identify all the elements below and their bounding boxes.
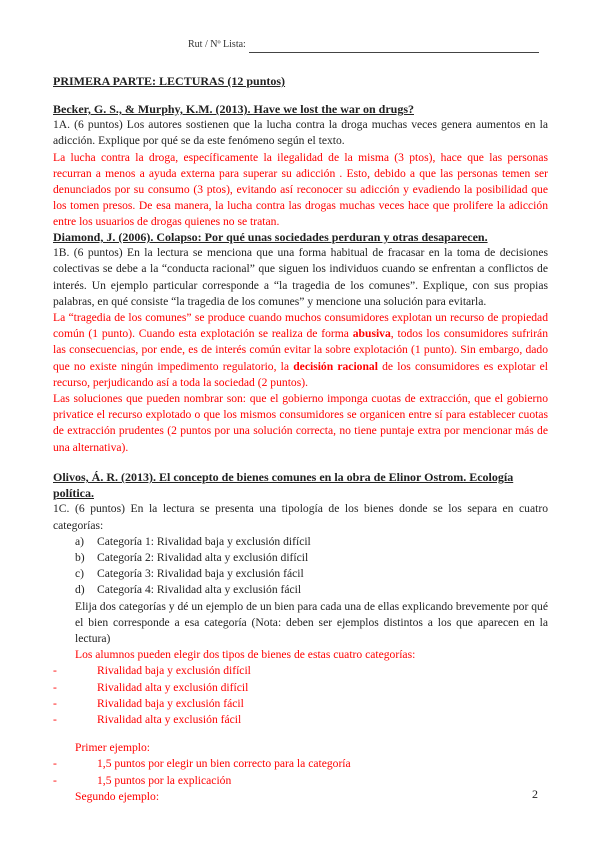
- instruction-1c: Elija dos categorías y dé un ejemplo de un bien para cada una de ellas explicando brevemente por qué el bien corresponde a esa categoría (Nota: deben ser ejemplos distintos a los que aparecen en la lectura): [75, 599, 548, 646]
- second-example-label: Segundo ejemplo:: [75, 789, 160, 803]
- dash: -: [53, 696, 57, 710]
- answer-1c-intro: Los alumnos pueden elegir dos tipos de bienes de estas cuatro categorías:: [75, 648, 416, 662]
- rut-blank-line: [249, 42, 539, 53]
- dash: -: [53, 773, 57, 787]
- answer-text: La “tragedia de los comunes” se produce cuando muchos consumidores explotan un recurso de propiedad común (1 punto). Cuando esta explotación se realiza de forma: [53, 311, 548, 341]
- dash: -: [53, 713, 57, 727]
- list-marker: d): [75, 583, 85, 597]
- list-marker: a): [75, 534, 85, 548]
- list-item: [53, 566, 548, 582]
- answer-list: [53, 663, 548, 728]
- answer-1b: [53, 310, 548, 391]
- list-text: Rivalidad baja y exclusión difícil: [97, 664, 251, 678]
- part-title: PRIMERA PARTE: LECTURAS (12 puntos): [53, 74, 286, 88]
- list-text: Rivalidad baja y exclusión fácil: [97, 696, 244, 710]
- reading-title: Diamond, J. (2006). Colapso: Por qué unas sociedades perduran y otras desaparecen.: [53, 230, 488, 244]
- first-example-list: [53, 756, 548, 788]
- list-text: Categoría 1: Rivalidad baja y exclusión difícil: [97, 534, 311, 548]
- answer-text: de los consumidores es explotar el recurso, perjudicando así a toda la sociedad (2 puntos).: [53, 359, 548, 389]
- rut-field: [188, 37, 539, 53]
- section-diamond: [53, 229, 548, 456]
- list-text: 1,5 puntos por elegir un bien correcto para la categoría: [97, 757, 351, 771]
- list-item: [53, 680, 548, 696]
- list-item: [53, 756, 548, 772]
- list-text: Categoría 2: Rivalidad alta y exclusión difícil: [97, 551, 309, 565]
- list-marker: c): [75, 567, 85, 581]
- answer-1b-solutions: Las soluciones que pueden nombrar son: que el gobierno imponga cuotas de extracción, que el gobierno privatice el recurso explotado o que los mismos consumidores se organicen entre sí para establecer cuotas de extracción prudentes (2 puntos por una solución correcta, no tiene puntaje extra por mencionar más de una alternativa).: [53, 392, 548, 454]
- list-item: [53, 696, 548, 712]
- dash: -: [53, 664, 57, 678]
- question-1b: 1B. (6 puntos) En la lectura se menciona que una forma habitual de fracasar en la toma de decisiones colectivas se debe a la “conducta racional” que siguen los individuos cuando se enfrentan a conflictos de interés. Un ejemplo particular corresponde a “la tragedia de los comunes”. Explique, con sus propias palabras, en qué consiste “la tragedia de los comunes” y mencione una solución para evitarla.: [53, 246, 548, 308]
- answer-bold: abusiva: [352, 327, 391, 341]
- dash: -: [53, 757, 57, 771]
- list-text: Categoría 3: Rivalidad baja y exclusión fácil: [97, 567, 304, 581]
- list-item: [53, 663, 548, 679]
- list-item: [53, 712, 548, 728]
- question-1c: 1C. (6 puntos) En la lectura se presenta una tipología de los bienes donde se los separa en cuatro categorías:: [53, 502, 548, 532]
- list-item: [53, 773, 548, 789]
- category-list: [53, 534, 548, 599]
- rut-label: Rut / Nº Lista:: [188, 39, 246, 50]
- dash: -: [53, 680, 57, 694]
- list-item: [53, 550, 548, 566]
- page-number: 2: [532, 787, 538, 801]
- section-becker: [53, 101, 548, 231]
- answer-bold: decisión racional: [293, 359, 378, 373]
- list-text: 1,5 puntos por la explicación: [97, 773, 232, 787]
- list-text: Rivalidad alta y exclusión difícil: [97, 680, 249, 694]
- list-marker: b): [75, 551, 85, 565]
- question-1a: 1A. (6 puntos) Los autores sostienen que la lucha contra la droga muchas veces genera aumentos en la adicción. Explique por qué se da este fenómeno según el texto.: [53, 118, 548, 148]
- list-item: [53, 534, 548, 550]
- section-olivos: [53, 469, 548, 805]
- list-item: [53, 582, 548, 598]
- answer-1a: La lucha contra la droga, específicamente la ilegalidad de la misma (3 ptos), hace que las personas recurran a menos a ayuda externa para superar su adicción . Esto, debido a que las personas temen ser denunciados por su consumo (3 ptos), evitando así reconocer su adicción y evadiendo la posibilidad que los tomen presos. De esa manera, la lucha contra las drogas muchas veces hace que prolifere la adicción entre los usuarios de drogas quienes no se tratan.: [53, 150, 548, 229]
- first-example-label: Primer ejemplo:: [75, 741, 151, 755]
- reading-title: Olivos, Á. R. (2013). El concepto de bienes comunes en la obra de Elinor Ostrom. Ecología política.: [53, 470, 514, 501]
- reading-title: Becker, G. S., & Murphy, K.M. (2013). Have we lost the war on drugs?: [53, 102, 414, 116]
- answer-text: , todos los consumidores sufrirán las consecuencias, por ende, es de interés común evitar la sobre explotación (1 punto). Sin embargo, dado que no existe ningún impedimento regulatorio, la: [53, 327, 548, 373]
- list-text: Rivalidad alta y exclusión fácil: [97, 713, 242, 727]
- list-text: Categoría 4: Rivalidad alta y exclusión fácil: [97, 583, 302, 597]
